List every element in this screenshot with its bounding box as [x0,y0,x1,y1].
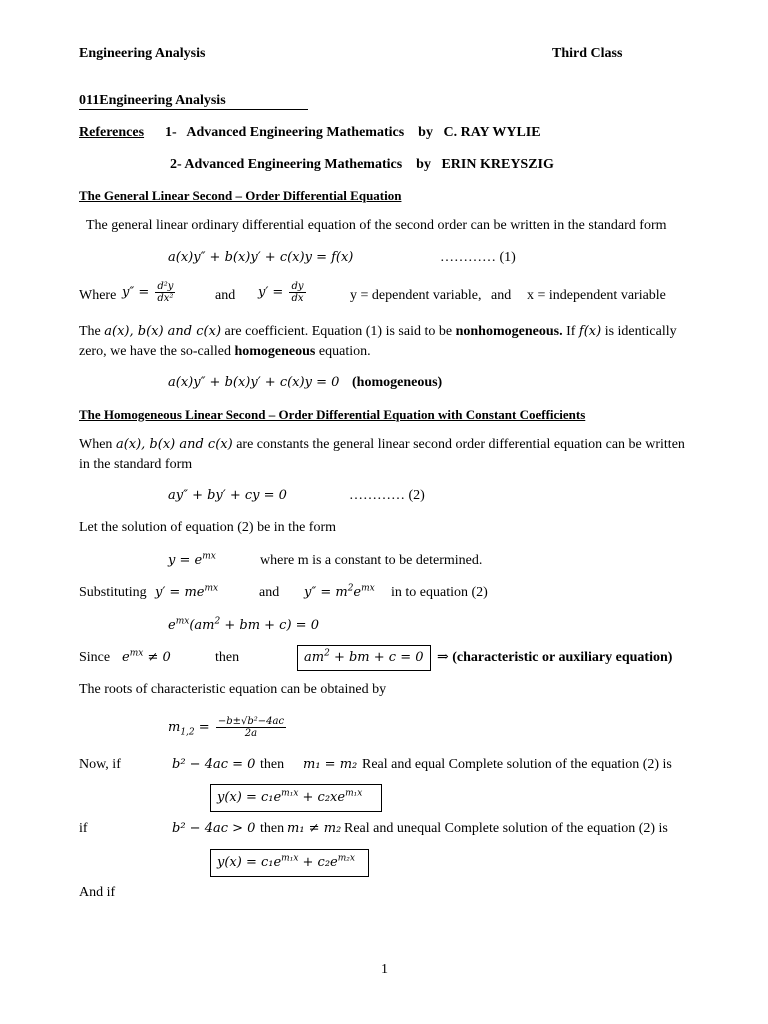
case2-sol-b: + c₂e [298,855,338,870]
ref2-by: by [416,157,431,172]
section2-heading: The Homogeneous Linear Second – Order Differential Equation with Constant Coefficients [79,407,586,422]
case2-sol-a: y(x) = c₁e [217,855,282,870]
since-e: e [122,650,130,665]
s2-intro-rest: are constants the general linear second order differential equation can be written [236,437,685,452]
section1-intro: The general linear ordinary differential equation of the second order can be written in the standard form [86,218,667,233]
substituted-equation [168,618,319,634]
ref2-number: 2- [170,157,182,172]
s2-coefficients: a(x), b(x) and c(x) [115,437,233,452]
trial-exponent: mx [202,551,216,562]
yp-numerator: dy [291,281,304,292]
since-condition [122,650,171,666]
ypp-numerator: d²y [157,281,174,292]
case1-sol-a: y(x) = c₁e [217,790,282,805]
roots-denominator: 2a [244,728,258,739]
case2-then: then [260,821,285,836]
p1-line2-a: zero, we have the so-called [79,344,231,359]
section2-intro-line-1 [79,437,685,454]
yp-definition [258,281,308,304]
first-derivative-lhs: y′ = me [155,585,205,600]
roots-text: The roots of characteristic equation can be obtained by [79,682,387,697]
char-square: 2 [324,648,330,659]
let-solution-text: Let the solution of equation (2) be in the form [79,520,336,535]
ref1-title: Advanced Engineering Mathematics [186,125,405,140]
second-derivative-exp: mx [361,583,375,594]
now-if-label: Now, if [79,757,121,772]
and-1: and [215,288,236,303]
ref2-author: ERIN KREYSZIG [441,157,554,172]
roots-m: m [168,720,181,735]
first-derivative-exp: mx [204,583,219,594]
p1-fx: f(x) [578,324,602,339]
p1-line2-b: equation. [318,344,371,359]
p1-text-d: is identically [604,324,677,339]
p1-nonhomogeneous: nonhomogeneous. [455,324,563,339]
yp-denominator: dx [291,293,304,304]
case1-description: Real and equal Complete solution of the equation (2) is [362,757,672,772]
ypp-denominator: dx² [157,293,174,304]
second-derivative-lhs: y″ = m [304,585,348,600]
and-3: and [259,585,280,600]
yp-lhs: y′ = [258,285,284,300]
case2-condition: b² − 4ac > 0 [172,821,256,836]
case2-description: Real and unequal Complete solution of the equation (2) is [344,821,668,836]
homogeneous-label: (homogeneous) [352,375,443,390]
ypp-lhs: y″ = [122,285,150,300]
char-a: am [304,650,325,665]
second-derivative-e: e [353,585,362,600]
case2-sol-exp2: m₂x [337,853,355,864]
dependent-variable: y = dependent variable, [350,288,482,303]
trial-note: where m is a constant to be determined. [260,553,483,568]
into-equation-2: in to equation (2) [391,585,488,600]
roots-subscript: 1,2 [180,727,195,738]
case1-solution-box [210,784,382,812]
and-if-label: And if [79,885,116,900]
p1-text-b: are coefficient. Equation (1) is said to be [224,324,453,339]
section2-intro-line-2: in the standard form [79,457,193,472]
if-label: if [79,821,88,836]
characteristic-label: (characteristic or auxiliary equation) [452,650,673,665]
since-exp: mx [129,648,144,659]
ref1-number: 1- [165,125,177,140]
char-b: + bm + c = 0 [329,650,424,665]
substituting-label: Substituting [79,585,147,600]
header-left: Engineering Analysis [79,46,206,61]
case1-sol-exp1: m₁x [281,788,299,799]
first-derivative [155,585,218,601]
and-2: and [491,288,512,303]
roots-numerator: −b±√b²−4ac [217,716,285,727]
subst-square: 2 [214,616,221,627]
roots-formula [168,716,288,739]
p1-text-a: The [79,324,101,339]
independent-variable: x = independent variable [527,288,666,303]
section1-heading: The General Linear Second – Order Differential Equation [79,188,402,203]
equation-2-tag: ………… (2) [349,488,425,503]
case2-sol-exp1: m₁x [281,853,299,864]
case1-sol-b: + c₂xe [298,790,346,805]
equation-1: a(x)y″ + b(x)y′ + c(x)y = f(x) [168,250,354,265]
second-derivative [304,585,375,601]
subst-exp: mx [175,616,190,627]
reference-1 [165,125,541,142]
roots-equals: = [198,720,210,735]
ypp-definition [122,281,177,304]
header-right: Third Class [552,46,623,61]
subst-rest-b: + bm + c) = 0 [220,618,319,633]
case2-solution-box [210,849,369,877]
p1-homogeneous: homogeneous [234,344,316,359]
then-1: then [215,650,240,665]
where-label: Where [79,288,117,303]
reference-2 [170,157,554,174]
subst-rest-a: (am [189,618,215,633]
course-title-underline [79,109,308,110]
ref1-author: C. RAY WYLIE [443,125,541,140]
case1-then: then [260,757,285,772]
implies-arrow [437,650,672,667]
course-title: 011Engineering Analysis [79,93,226,108]
trial-solution [168,553,216,569]
ref2-title: Advanced Engineering Mathematics [184,157,403,172]
since-label: Since [79,650,111,665]
ref1-by: by [418,125,433,140]
case1-sol-exp2: m₁x [345,788,363,799]
characteristic-equation-box [297,645,431,671]
equation-homogeneous: a(x)y″ + b(x)y′ + c(x)y = 0 [168,375,340,390]
paragraph-1-line-2 [79,344,371,361]
references-label: References [79,125,145,140]
since-rest: ≠ 0 [143,650,171,665]
s2-when: When [79,437,113,452]
second-derivative-square: 2 [347,583,354,594]
implies-icon: ⇒ [437,650,449,665]
p1-text-c: If [566,324,576,339]
subst-e: e [168,618,176,633]
trial-lhs: y = e [168,553,203,568]
page-number: 1 [381,962,388,977]
p1-coefficients: a(x), b(x) and c(x) [104,324,222,339]
paragraph-1-line-1 [79,324,677,341]
case1-condition: b² − 4ac = 0 [172,757,256,772]
equation-1-tag: ………… (1) [440,250,516,265]
equation-2: ay″ + by′ + cy = 0 [168,488,287,503]
case2-roots: m₁ ≠ m₂ [287,821,342,836]
case1-roots: m₁ = m₂ [303,757,358,772]
